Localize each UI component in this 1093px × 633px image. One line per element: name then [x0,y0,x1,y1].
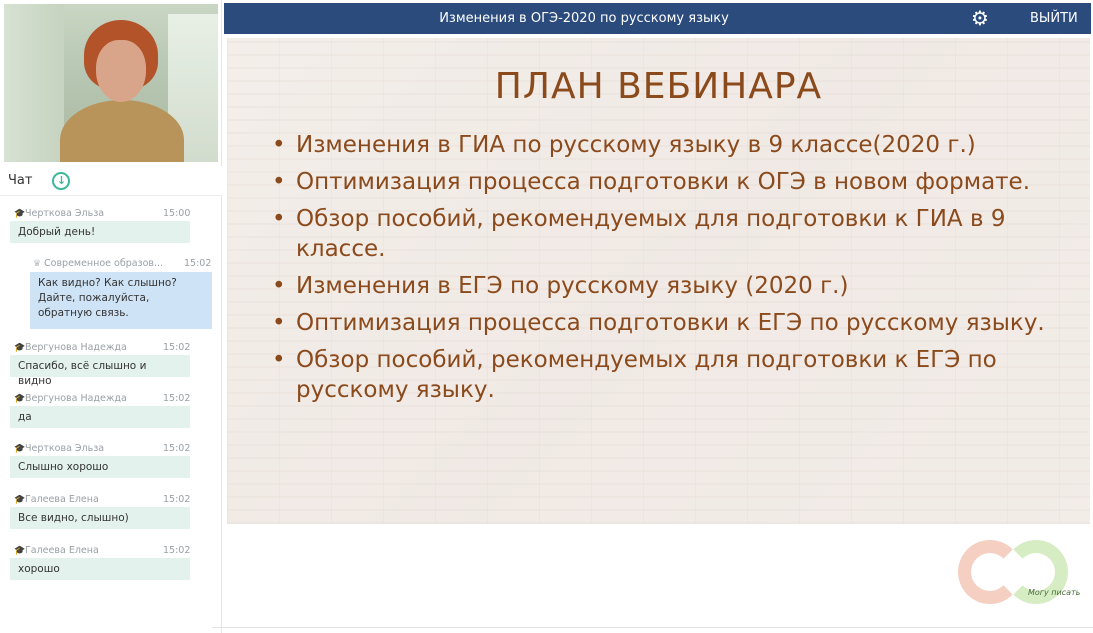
presenter-face [96,40,146,102]
student-cap-icon: 🎓 [14,546,26,556]
student-cap-icon: 🎓 [14,343,26,353]
message-time: 15:00 [163,208,191,219]
webinar-title: Изменения в ОГЭ-2020 по русскому языку [439,11,729,26]
chat-header [0,166,222,196]
top-bar [224,3,1091,34]
bottom-divider [212,627,1093,628]
message-time: 15:02 [163,494,191,505]
student-cap-icon: 🎓 [14,444,26,454]
student-cap-icon: 🎓 [14,495,26,505]
message-author: 🎓Галеева Елена [14,494,99,505]
slide-bullet: • Оптимизация процесса подготовки к ЕГЭ по русскому языку. [272,308,1072,338]
message-author: 🎓Черткова Эльза [14,208,105,219]
gear-icon[interactable]: ⚙ [971,6,989,30]
message-author: 🎓Вергунова Надежда [14,342,127,353]
left-panel [0,0,222,633]
message-author: 🎓Вергунова Надежда [14,393,127,404]
student-cap-icon: 🎓 [14,209,26,219]
message-bubble: да [10,406,190,428]
presenter-video[interactable] [4,4,218,162]
message-bubble: Как видно? Как слышно? Дайте, пожалуйста, обратную связь. [30,272,212,329]
video-background-shelf [4,4,64,162]
crown-icon: ♛ [33,259,42,269]
download-icon[interactable]: ↓ [52,172,70,190]
logo-caption: Могу писать [1028,588,1081,597]
message-author: ♛ Современное образов... [33,258,164,269]
message-bubble: хорошо [10,558,190,580]
slide-title: ПЛАН ВЕБИНАРА [494,66,823,107]
message-time: 15:02 [163,393,191,404]
message-time: 15:02 [184,258,212,269]
message-bubble: Добрый день! [10,221,190,243]
message-author: 🎓Черткова Эльза [14,443,105,454]
slide-bullet: • Обзор пособий, рекомендуемых для подготовки к ЕГЭ по русскому языку. [272,345,1072,405]
message-bubble: Слышно хорошо [10,456,190,478]
message-time: 15:02 [163,545,191,556]
slide-bullet-list [272,130,1072,412]
message-time: 15:02 [163,443,191,454]
message-bubble: Спасибо, всё слышно и видно [10,355,190,377]
slide-bullet: • Оптимизация процесса подготовки к ОГЭ в новом формате. [272,167,1072,197]
exit-button[interactable]: ВЫЙТИ [1030,11,1078,26]
slide-bullet: • Обзор пособий, рекомендуемых для подготовки к ГИА в 9 классе. [272,204,1072,264]
student-cap-icon: 🎓 [14,394,26,404]
brand-logo [958,538,1086,606]
message-bubble: Все видно, слышно) [10,507,190,529]
message-time: 15:02 [163,342,191,353]
presenter-body [60,100,184,162]
slide-bullet: • Изменения в ГИА по русскому языку в 9 классе(2020 г.) [272,130,1072,160]
presentation-slide [227,38,1090,524]
slide-bullet: • Изменения в ЕГЭ по русскому языку (2020 г.) [272,271,1072,301]
chat-title: Чат [8,173,33,188]
message-author: 🎓Галеева Елена [14,545,99,556]
